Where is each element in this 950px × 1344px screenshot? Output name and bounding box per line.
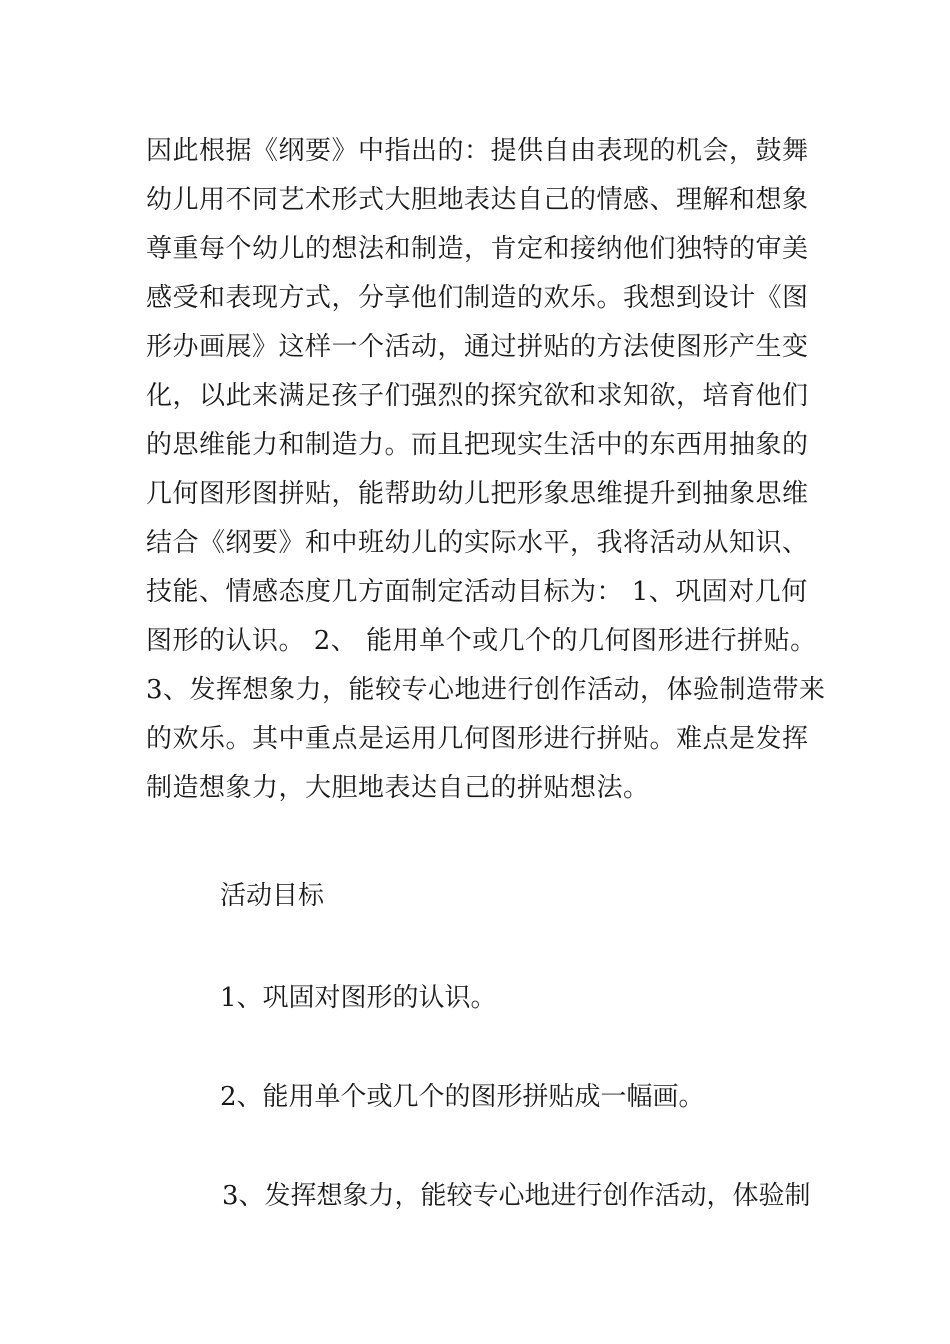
paragraph-line: 形办画展》这样一个活动，通过拼贴的方法使图形产生变 — [146, 332, 809, 362]
paragraph-line: 几何图形图拼贴，能帮助幼儿把形象思维提升到抽象思维 — [146, 479, 809, 509]
paragraph-line: 幼儿用不同艺术形式大胆地表达自己的情感、理解和想象 — [146, 185, 809, 215]
section-heading: 活动目标 — [220, 881, 325, 911]
paragraph-line: 制造想象力，大胆地表达自己的拼贴想法。 — [146, 773, 650, 803]
paragraph-line: 因此根据《纲要》中指出的：提供自由表现的机会，鼓舞 — [146, 136, 809, 166]
paragraph-line: 技能、情感态度几方面制定活动目标为： 1、巩固对几何 — [146, 577, 808, 607]
objective-item: 2、能用单个或几个的图形拼贴成一幅画。 — [220, 1082, 705, 1112]
objective-item: 1、巩固对图形的认识。 — [220, 983, 497, 1013]
paragraph-line: 尊重每个幼儿的想法和制造，肯定和接纳他们独特的审美 — [146, 234, 809, 264]
paragraph-line: 图形的认识。 2、 能用单个或几个的几何图形进行拼贴。 — [146, 626, 817, 656]
objective-item: 3、发挥想象力，能较专心地进行创作活动，体验制 — [222, 1181, 811, 1211]
paragraph-line: 3、发挥想象力，能较专心地进行创作活动，体验制造带来 — [146, 675, 826, 705]
paragraph-line: 结合《纲要》和中班幼儿的实际水平，我将活动从知识、 — [146, 528, 809, 558]
paragraph-line: 感受和表现方式，分享他们制造的欢乐。我想到设计《图 — [146, 283, 809, 313]
paragraph-line: 化，以此来满足孩子们强烈的探究欲和求知欲，培育他们 — [146, 381, 809, 411]
paragraph-line: 的欢乐。其中重点是运用几何图形进行拼贴。难点是发挥 — [146, 724, 809, 754]
paragraph-line: 的思维能力和制造力。而且把现实生活中的东西用抽象的 — [146, 430, 809, 460]
